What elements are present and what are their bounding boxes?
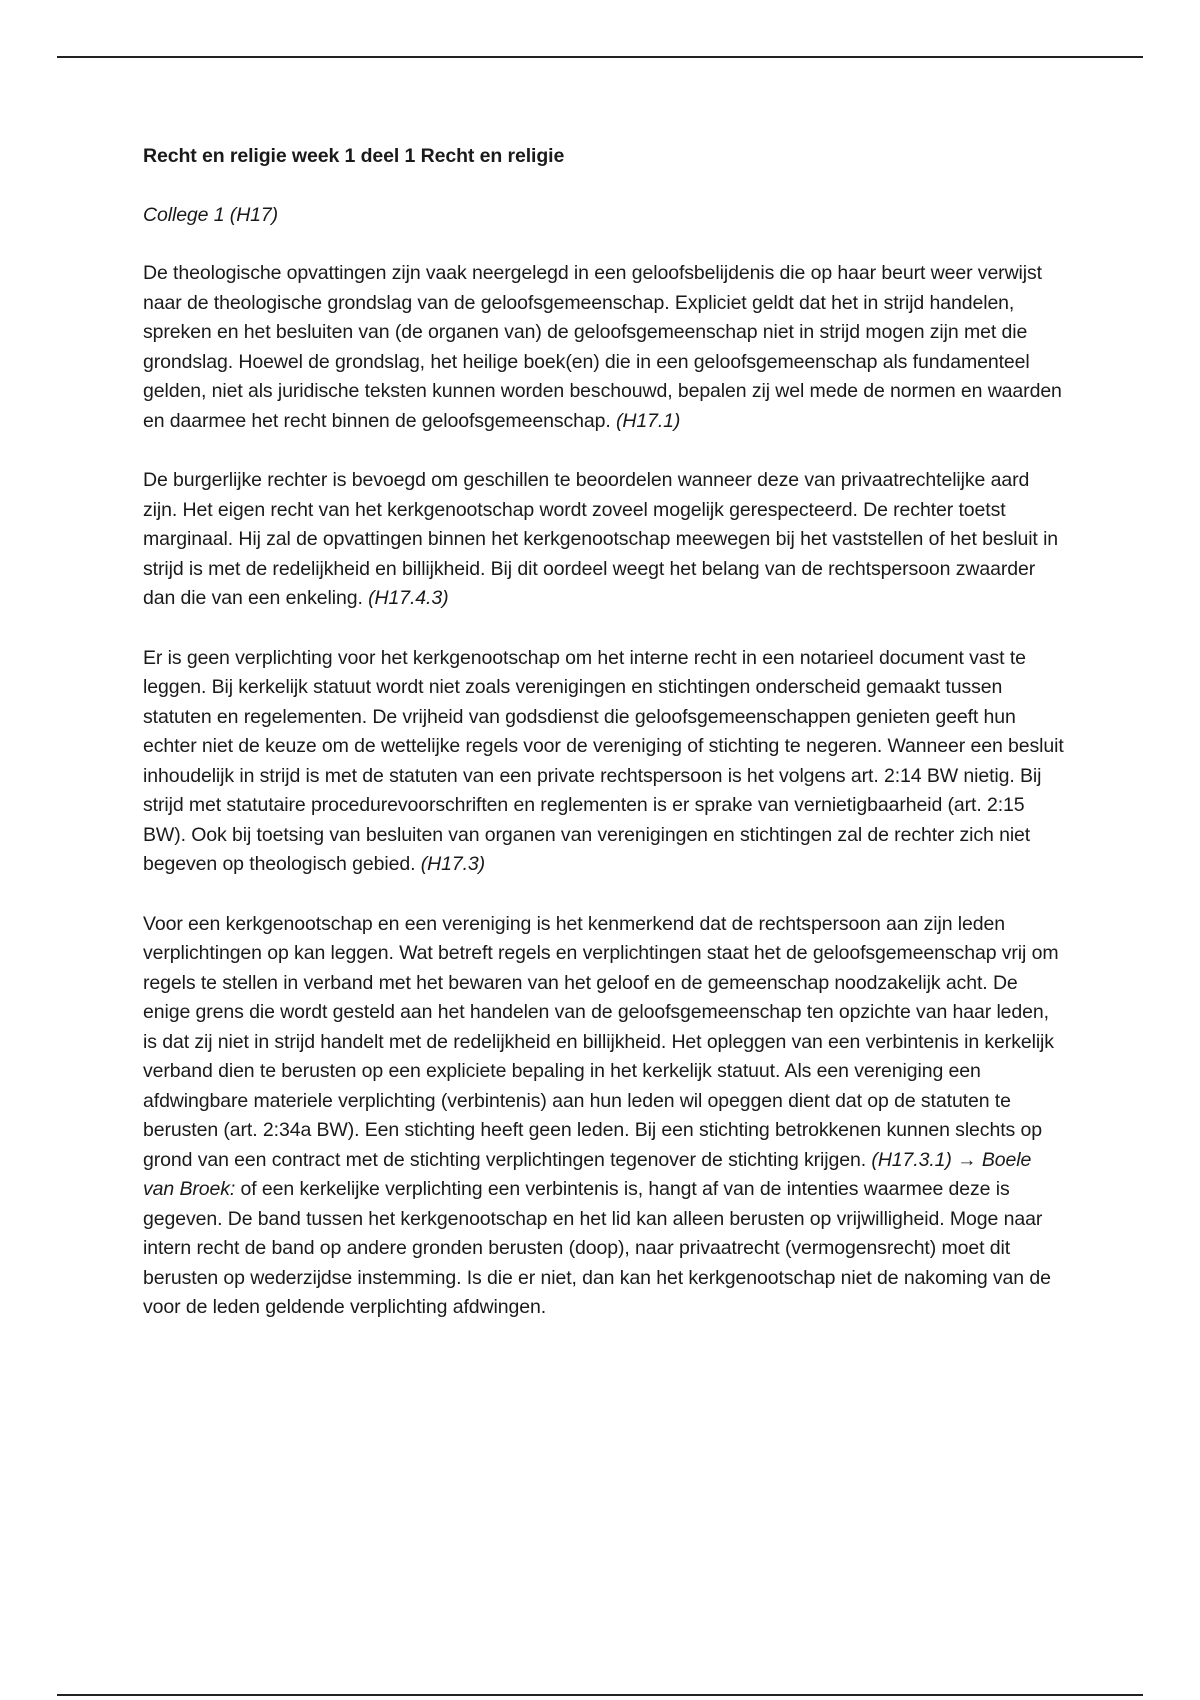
paragraph-4 [143,910,1065,1323]
paragraph-1 [143,259,1065,436]
paragraph-text: of een kerkelijke verplichting een verbintenis is, hangt af van de intenties waarmee deze is gegeven. De band tussen het kerkgenootschap en het lid kan alleen berusten op vrijwilligheid. Moge naar intern recht de band op andere gronden berusten (doop), naar privaatrecht (vermogensrecht) moet dit berusten op wederzijdse instemming. Is die er niet, dan kan het kerkgenootschap niet de nakoming van de voor de leden geldende verplichting afdwingen. [143,1178,1051,1318]
paragraph-text: De theologische opvattingen zijn vaak neergelegd in een geloofsbelijdenis die op haar beurt weer verwijst naar de theologische grondslag van de geloofsgemeenschap. Expliciet geldt dat het in strijd handelen, spreken en het besluiten van (de organen van) de geloofsgemeenschap niet in strijd mogen zijn met die grondslag. Hoewel de grondslag, het heilige boek(en) die in een geloofsgemeenschap als fundamenteel gelden, niet als juridische teksten kunnen worden beschouwd, bepalen zij wel mede de normen en waarden en daarmee het recht binnen de geloofsgemeenschap. [143,262,1062,432]
document-title: Recht en religie week 1 deel 1 Recht en religie [143,145,565,167]
section-reference: (H17.3) [420,853,486,875]
paragraph-text: De burgerlijke rechter is bevoegd om geschillen te beoordelen wanneer deze van privaatrechtelijke aard zijn. Het eigen recht van het kerkgenootschap wordt zoveel mogelijk gerespecteerd. De rechter toetst marginaal. Hij zal de opvattingen binnen het kerkgenootschap meewegen bij het vaststellen of het besluit in strijd is met de redelijkheid en billijkheid. Bij dit oordeel weegt het belang van de rechtspersoon zwaarder dan die van een enkeling. [143,469,1059,609]
author-reference: Boele van Broek: [143,1148,1032,1200]
section-reference: (H17.3.1) [871,1148,952,1171]
paragraph-3 [143,644,1065,880]
paragraph-text: Voor een kerkgenootschap en een vereniging is het kenmerkend dat de rechtspersoon aan zijn leden verplichtingen op kan leggen. Wat betreft regels en verplichtingen staat het de geloofsgemeenschap vrij om regels te stellen in verband met het bewaren van het geloof en de gemeenschap noodzakelijk acht. De enige grens die wordt gesteld aan het handelen van de geloofsgemeenschap ten opzichte van haar leden, is dat zij niet in strijd handelt met de redelijkheid en billijkheid. Het opleggen van een verbintenis in kerkelijk verband dien te berusten op een expliciete bepaling in het kerkelijk statuut. Als een vereniging een afdwingbare materiele verplichting (verbintenis) aan hun leden wil opeggen dient dat op de statuten te berusten (art. 2:34a BW). Een stichting heeft geen leden. Bij een stichting betrokkenen kunnen slechts op grond van een contract met de stichting verplichtingen tegenover de stichting krijgen. [143,912,1059,1171]
document-subtitle: College 1 (H17) [143,203,279,226]
header-rule [57,56,1143,58]
document-body [143,142,1065,1353]
footer-rule [57,1694,1143,1696]
arrow-icon: → [957,1148,977,1171]
section-reference: (H17.1) [616,409,681,432]
paragraph-text: Er is geen verplichting voor het kerkgenootschap om het interne recht in een notarieel document vast te leggen. Bij kerkelijk statuut wordt niet zoals verenigingen en stichtingen onderscheid gemaakt tussen statuten en regelementen. De vrijheid van godsdienst die geloofsgemeenschappen genieten geeft hun echter niet de keuze om de wettelijke regels voor de vereniging of stichting te negeren. Wanneer een besluit inhoudelijk in strijd is met de statuten van een private rechtspersoon is het volgens art. 2:14 BW nietig. Bij strijd met statutaire procedurevoorschriften en reglementen is er sprake van vernietigbaarheid (art. 2:15 BW). Ook bij toetsing van besluiten van organen van verenigingen en stichtingen zal de rechter zich niet begeven op theologisch gebied. [143,646,1064,875]
paragraph-2 [143,466,1065,614]
section-reference: (H17.4.3) [368,587,449,609]
